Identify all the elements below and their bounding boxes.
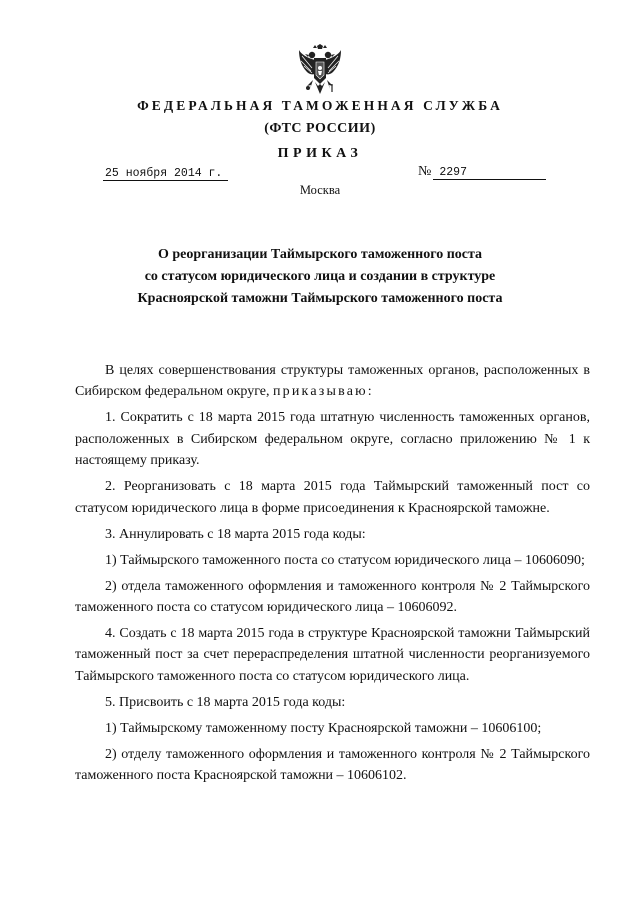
agency-short-name: (ФТС РОССИИ) bbox=[264, 121, 376, 136]
number-sign: № bbox=[418, 164, 432, 179]
intro-text: В целях совершенствования структуры таможенных органов, расположенных в Сибирском федеральном округе, bbox=[75, 363, 590, 400]
subject-line: Красноярской таможни Таймырского таможенного поста bbox=[137, 291, 503, 306]
paragraph-3: 3. Аннулировать с 18 марта 2015 года коды: bbox=[105, 526, 366, 542]
order-subject bbox=[100, 244, 540, 310]
order-number bbox=[418, 162, 546, 180]
paragraph-4: 4. Создать с 18 марта 2015 года в структуре Красноярской таможни Таймырский таможенный пост за счет перераспределения штатной численности реорганизуемого Таймырского таможенного поста со статусом юридического лица. bbox=[75, 626, 590, 684]
paragraph-5-item-1: 1) Таймырскому таможенному посту Красноярской таможни – 10606100; bbox=[105, 720, 542, 736]
paragraph-5-item-2: 2) отделу таможенного оформления и таможенного контроля № 2 Таймырского таможенного поста Красноярской таможни – 10606102. bbox=[75, 746, 590, 784]
order-body bbox=[75, 360, 590, 791]
subject-line: со статусом юридического лица и создании в структуре bbox=[144, 269, 496, 284]
paragraph-5: 5. Присвоить с 18 марта 2015 года коды: bbox=[105, 694, 346, 710]
agency-name: ФЕДЕРАЛЬНАЯ ТАМОЖЕННАЯ СЛУЖБА bbox=[137, 98, 503, 113]
paragraph-3-item-2: 2) отдела таможенного оформления и таможенного контроля № 2 Таймырского таможенного поста со статусом юридического лица – 10606092. bbox=[75, 578, 590, 616]
order-number-value: 2297 bbox=[433, 166, 546, 180]
subject-line: О реорганизации Таймырского таможенного поста bbox=[157, 247, 483, 262]
document-type: ПРИКАЗ bbox=[277, 146, 363, 161]
command-word: приказываю: bbox=[272, 384, 374, 400]
paragraph-1: 1. Сократить с 18 марта 2015 года штатную численность таможенных органов, расположенных в Сибирском федеральном округе, согласно приложению № 1 к настоящему приказу. bbox=[75, 410, 590, 469]
coat-of-arms-icon bbox=[297, 44, 343, 98]
paragraph-3-item-1: 1) Таймырского таможенного поста со статусом юридического лица – 10606090; bbox=[105, 552, 585, 568]
order-city: Москва bbox=[299, 183, 341, 197]
order-date: 25 ноября 2014 г. bbox=[103, 167, 228, 181]
paragraph-2: 2. Реорганизовать с 18 марта 2015 года Таймырский таможенный пост со статусом юридического лица в форме присоединения к Красноярской таможне. bbox=[75, 479, 590, 516]
intro-paragraph bbox=[75, 360, 590, 403]
